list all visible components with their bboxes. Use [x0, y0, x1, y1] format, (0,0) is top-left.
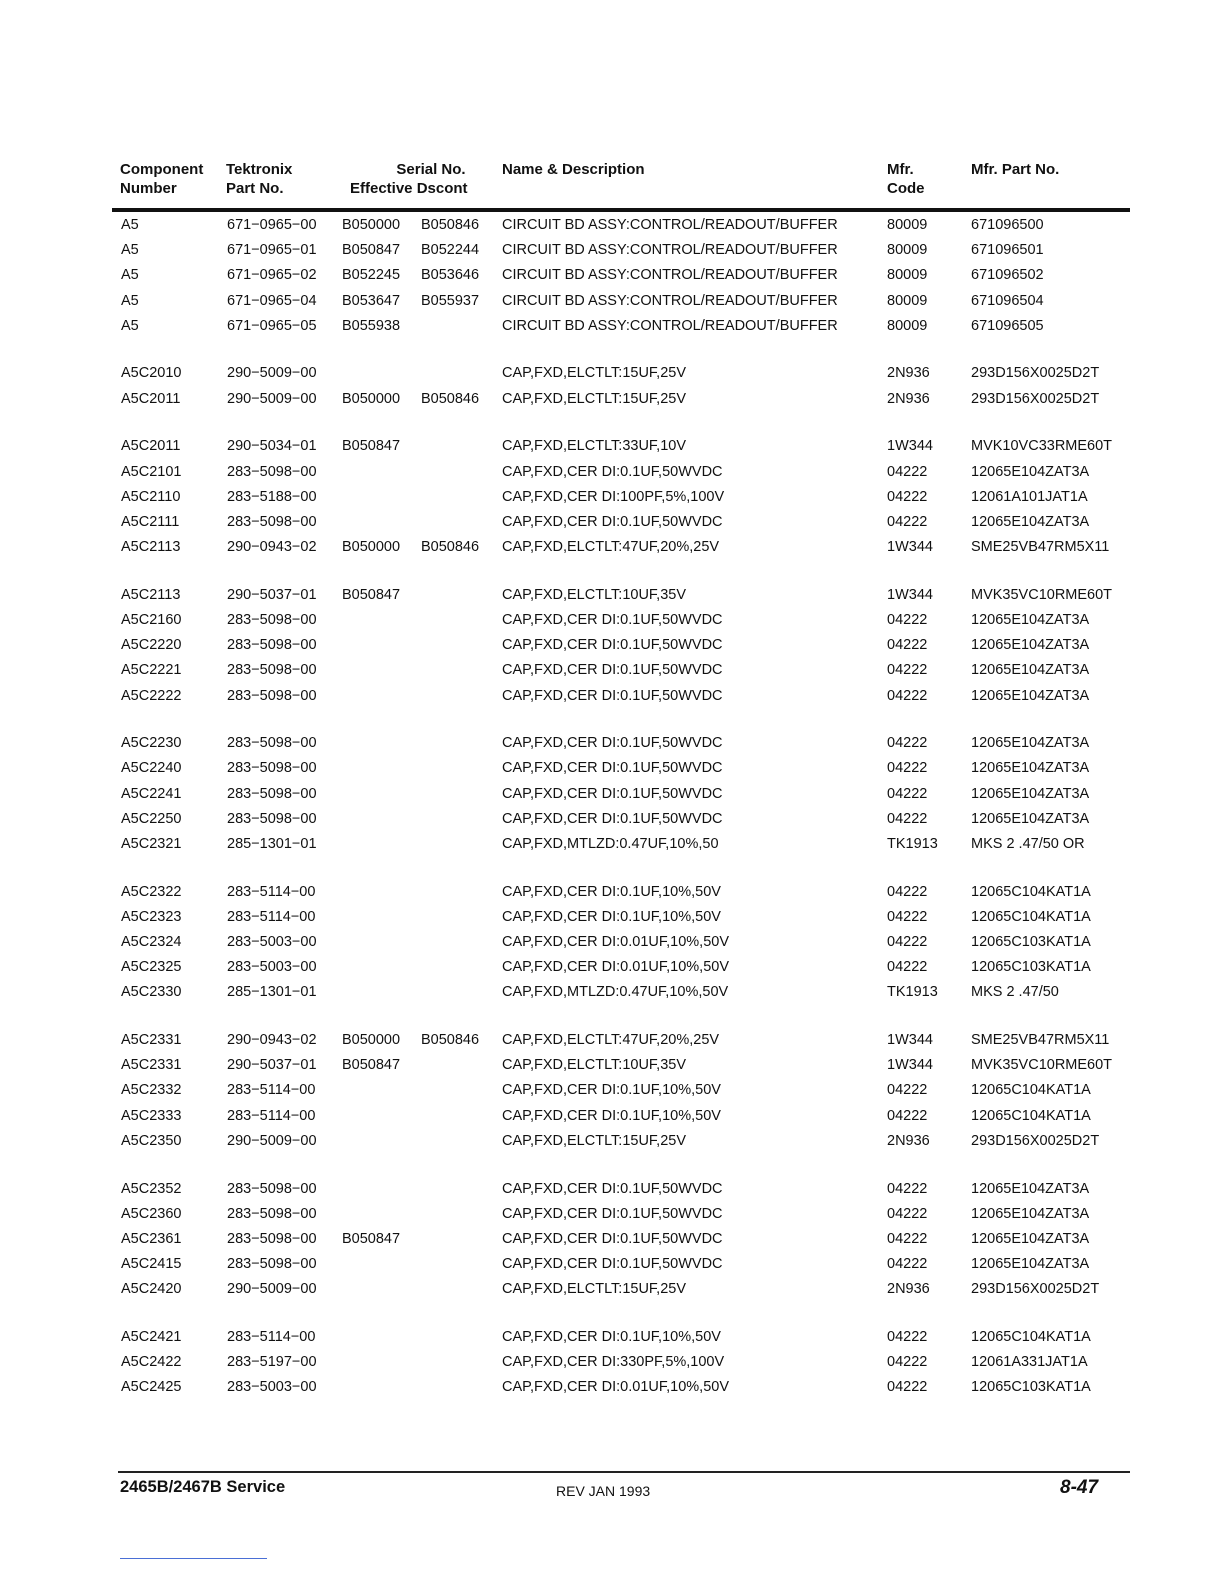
table-row	[0, 535, 1224, 560]
name-description: CAP,FXD,CER DI:0.1UF,50WVDC	[502, 637, 723, 654]
serial-dscont: B050846	[421, 217, 480, 233]
tektronix-part-no: 671−0965−00	[227, 217, 317, 233]
serial-effective: B050000	[342, 539, 401, 556]
component-number: A5C2222	[121, 687, 182, 704]
name-description: CAP,FXD,CER DI:0.1UF,50WVDC	[502, 810, 723, 827]
mfr-code: 04222	[887, 760, 928, 777]
tektronix-part-no: 283−5003−00	[227, 1379, 317, 1396]
table-row	[0, 213, 1224, 238]
component-number: A5C2113	[121, 539, 181, 556]
component-number: A5C2330	[121, 984, 182, 1001]
header-name-description: Name & Description	[502, 161, 645, 178]
mfr-part-no: SME25VB47RM5X11	[971, 539, 1110, 556]
serial-effective: B050847	[342, 1230, 401, 1247]
mfr-code: 2N936	[887, 365, 930, 382]
tektronix-part-no: 671−0965−02	[227, 267, 317, 284]
table-row	[0, 1227, 1224, 1252]
table-row	[0, 361, 1224, 386]
mfr-part-no: 12065C103KAT1A	[971, 959, 1091, 976]
tektronix-part-no: 283−5098−00	[227, 463, 317, 480]
mfr-code: 1W344	[887, 1057, 933, 1074]
mfr-code: 04222	[887, 1082, 928, 1099]
mfr-code: 04222	[887, 1230, 928, 1247]
name-description: CAP,FXD,CER DI:0.1UF,10%,50V	[502, 908, 721, 925]
tektronix-part-no: 283−5114−00	[227, 1328, 316, 1345]
mfr-part-no: 12065E104ZAT3A	[971, 760, 1090, 777]
name-description: CAP,FXD,CER DI:0.1UF,50WVDC	[502, 1205, 723, 1222]
name-description: CAP,FXD,CER DI:0.01UF,10%,50V	[502, 934, 729, 950]
mfr-part-no: 12065E104ZAT3A	[971, 662, 1090, 679]
serial-effective: B050847	[342, 242, 401, 259]
mfr-part-no: 671096502	[971, 267, 1044, 284]
header-dscont: Dscont	[416, 180, 468, 197]
mfr-part-no: 671096501	[971, 242, 1044, 259]
table-row	[0, 510, 1224, 535]
mfr-code: 2N936	[887, 1132, 930, 1149]
name-description: CIRCUIT BD ASSY:CONTROL/READOUT/BUFFER	[502, 242, 838, 259]
name-description: CAP,FXD,CER DI:0.1UF,50WVDC	[502, 1230, 723, 1247]
name-description: CAP,FXD,ELCTLT:33UF,10V	[502, 438, 687, 455]
serial-effective: B050847	[342, 586, 401, 603]
tektronix-part-no: 283−5098−00	[227, 637, 317, 654]
table-row	[0, 832, 1224, 857]
component-number: A5C2321	[121, 835, 182, 852]
mfr-part-no: MKS 2 .47/50	[971, 984, 1059, 1001]
mfr-code: 04222	[887, 1256, 928, 1273]
mfr-code: TK1913	[887, 984, 938, 1001]
tektronix-part-no: 671−0965−05	[227, 317, 317, 334]
serial-dscont: B050846	[421, 539, 480, 556]
mfr-code: 04222	[887, 687, 928, 704]
table-row	[0, 955, 1224, 980]
mfr-part-no: 293D156X0025D2T	[971, 1132, 1100, 1149]
tektronix-part-no: 283−5188−00	[227, 488, 317, 505]
serial-dscont: B055937	[421, 292, 480, 309]
mfr-code: 04222	[887, 1379, 928, 1396]
name-description: CAP,FXD,CER DI:0.1UF,50WVDC	[502, 1180, 723, 1197]
serial-effective: B050847	[342, 1057, 401, 1074]
tektronix-part-no: 290−5009−00	[227, 1132, 317, 1149]
header-rule	[112, 208, 1130, 212]
name-description: CAP,FXD,CER DI:0.1UF,50WVDC	[502, 760, 723, 777]
mfr-part-no: 12065E104ZAT3A	[971, 735, 1090, 752]
footer-manual-title: 2465B/2467B Service	[120, 1478, 286, 1496]
tektronix-part-no: 283−5197−00	[227, 1354, 317, 1371]
component-number: A5C2324	[121, 934, 182, 950]
mfr-part-no: 12065C104KAT1A	[971, 1328, 1091, 1345]
mfr-code: 04222	[887, 810, 928, 827]
tektronix-part-no: 283−5003−00	[227, 959, 317, 976]
component-number: A5C2240	[121, 760, 182, 777]
table-row	[0, 1375, 1224, 1400]
mfr-part-no: 12065E104ZAT3A	[971, 1230, 1090, 1247]
tektronix-part-no: 283−5098−00	[227, 687, 317, 704]
mfr-code: 04222	[887, 662, 928, 679]
tektronix-part-no: 283−5098−00	[227, 735, 317, 752]
tektronix-part-no: 285−1301−01	[227, 835, 317, 852]
table-row	[0, 880, 1224, 905]
name-description: CAP,FXD,CER DI:0.1UF,50WVDC	[502, 463, 723, 480]
component-number: A5C2111	[121, 513, 180, 530]
component-number: A5C2160	[121, 611, 182, 628]
name-description: CAP,FXD,CER DI:0.1UF,50WVDC	[502, 611, 723, 628]
header-serial-no: Serial No. Effective Dscont	[350, 161, 468, 197]
component-number: A5C2323	[121, 908, 182, 925]
component-number: A5C2101	[121, 463, 182, 480]
name-description: CIRCUIT BD ASSY:CONTROL/READOUT/BUFFER	[502, 317, 838, 334]
table-row	[0, 608, 1224, 633]
table-row	[0, 1078, 1224, 1103]
table-row	[0, 485, 1224, 510]
component-number: A5C2360	[121, 1205, 182, 1222]
table-row	[0, 460, 1224, 485]
name-description: CAP,FXD,CER DI:0.1UF,10%,50V	[502, 1107, 721, 1124]
table-row	[0, 387, 1224, 412]
footer-rule	[118, 1471, 1130, 1473]
name-description: CAP,FXD,ELCTLT:15UF,25V	[502, 1132, 687, 1149]
table-row	[0, 289, 1224, 314]
serial-dscont: B053646	[421, 267, 480, 284]
component-number: A5	[121, 292, 139, 309]
mfr-part-no: 12065C104KAT1A	[971, 1107, 1091, 1124]
name-description: CAP,FXD,CER DI:0.1UF,10%,50V	[502, 1082, 721, 1099]
mfr-part-no: 293D156X0025D2T	[971, 365, 1100, 382]
mfr-part-no: 12065C104KAT1A	[971, 908, 1091, 925]
mfr-code: 80009	[887, 267, 928, 284]
tektronix-part-no: 290−5037−01	[227, 1057, 317, 1074]
tektronix-part-no: 290−5009−00	[227, 1281, 317, 1298]
tektronix-part-no: 283−5114−00	[227, 1107, 316, 1124]
serial-effective: B050000	[342, 390, 401, 407]
parts-table-body	[0, 213, 1224, 1401]
mfr-part-no: 12065E104ZAT3A	[971, 1256, 1090, 1273]
mfr-code: 04222	[887, 463, 928, 480]
mfr-part-no: 12065E104ZAT3A	[971, 1205, 1090, 1222]
mfr-code: 2N936	[887, 1281, 930, 1298]
mfr-code: 04222	[887, 611, 928, 628]
table-row	[0, 633, 1224, 658]
tektronix-part-no: 290−5009−00	[227, 365, 317, 382]
component-number: A5C2332	[121, 1082, 182, 1099]
table-row	[0, 1177, 1224, 1202]
name-description: CAP,FXD,ELCTLT:15UF,25V	[502, 365, 687, 382]
table-row	[0, 434, 1224, 459]
component-number: A5C2331	[121, 1032, 182, 1049]
name-description: CAP,FXD,ELCTLT:10UF,35V	[502, 586, 687, 603]
table-row	[0, 756, 1224, 781]
name-description: CAP,FXD,MTLZD:0.47UF,10%,50V	[502, 984, 729, 1001]
tektronix-part-no: 290−5009−00	[227, 390, 317, 407]
mfr-part-no: 671096504	[971, 292, 1044, 309]
table-row	[0, 930, 1224, 955]
mfr-part-no: 12065E104ZAT3A	[971, 611, 1090, 628]
mfr-code: 04222	[887, 1205, 928, 1222]
tektronix-part-no: 283−5098−00	[227, 760, 317, 777]
mfr-code: 04222	[887, 883, 928, 900]
name-description: CAP,FXD,CER DI:0.1UF,50WVDC	[502, 513, 723, 530]
mfr-code: 04222	[887, 1354, 928, 1371]
component-number: A5C2113	[121, 586, 181, 603]
tektronix-part-no: 283−5098−00	[227, 1230, 317, 1247]
table-row	[0, 1252, 1224, 1277]
table-row	[0, 1129, 1224, 1154]
tektronix-part-no: 290−5034−01	[227, 438, 317, 455]
header-mfr-code: Mfr. Code	[887, 161, 925, 197]
component-number: A5C2361	[121, 1230, 182, 1247]
mfr-code: 04222	[887, 1328, 928, 1345]
component-number: A5C2011	[121, 438, 181, 455]
header-effective: Effective	[350, 180, 413, 197]
tektronix-part-no: 283−5114−00	[227, 908, 316, 925]
table-row	[0, 731, 1224, 756]
mfr-code: 1W344	[887, 1032, 933, 1049]
mfr-part-no: 12065E104ZAT3A	[971, 463, 1090, 480]
table-row	[0, 1053, 1224, 1078]
mfr-part-no: 12065C103KAT1A	[971, 934, 1091, 950]
table-row	[0, 807, 1224, 832]
tektronix-part-no: 290−0943−02	[227, 1032, 317, 1049]
mfr-part-no: MVK10VC33RME60T	[971, 438, 1113, 455]
tektronix-part-no: 283−5098−00	[227, 810, 317, 827]
mfr-part-no: 12065E104ZAT3A	[971, 1180, 1090, 1197]
tektronix-part-no: 671−0965−04	[227, 292, 317, 309]
table-row	[0, 583, 1224, 608]
mfr-part-no: 12061A331JAT1A	[971, 1354, 1088, 1371]
name-description: CAP,FXD,CER DI:100PF,5%,100V	[502, 488, 725, 505]
header-component-number: Component Number	[120, 161, 204, 197]
component-number: A5C2422	[121, 1354, 182, 1371]
name-description: CAP,FXD,CER DI:0.1UF,10%,50V	[502, 883, 721, 900]
tektronix-part-no: 283−5114−00	[227, 883, 316, 900]
mfr-part-no: MKS 2 .47/50 OR	[971, 835, 1085, 852]
component-number: A5C2220	[121, 637, 182, 654]
component-number: A5C2322	[121, 883, 182, 900]
component-number: A5C2421	[121, 1328, 182, 1345]
name-description: CAP,FXD,ELCTLT:15UF,25V	[502, 390, 687, 407]
name-description: CAP,FXD,ELCTLT:10UF,35V	[502, 1057, 687, 1074]
table-header	[120, 160, 1130, 204]
mfr-part-no: 12065E104ZAT3A	[971, 785, 1090, 802]
component-number: A5C2325	[121, 959, 182, 976]
header-mfr-part-no: Mfr. Part No.	[971, 161, 1060, 178]
component-number: A5C2250	[121, 810, 182, 827]
tektronix-part-no: 290−0943−02	[227, 539, 317, 556]
serial-effective: B052245	[342, 267, 401, 284]
serial-effective: B053647	[342, 292, 401, 309]
name-description: CAP,FXD,CER DI:330PF,5%,100V	[502, 1354, 725, 1371]
component-number: A5C2230	[121, 735, 182, 752]
mfr-part-no: MVK35VC10RME60T	[971, 586, 1113, 603]
table-row	[0, 1277, 1224, 1302]
name-description: CIRCUIT BD ASSY:CONTROL/READOUT/BUFFER	[502, 217, 838, 233]
component-number: A5C2420	[121, 1281, 182, 1298]
mfr-code: 04222	[887, 513, 928, 530]
mfr-code: 04222	[887, 908, 928, 925]
mfr-code: 04222	[887, 1107, 928, 1124]
mfr-part-no: 12065E104ZAT3A	[971, 687, 1090, 704]
mfr-code: 1W344	[887, 586, 933, 603]
component-number: A5	[121, 242, 139, 259]
component-number: A5C2011	[121, 390, 181, 407]
mfr-part-no: 671096505	[971, 317, 1044, 334]
serial-dscont: B052244	[421, 242, 480, 259]
name-description: CAP,FXD,ELCTLT:47UF,20%,25V	[502, 1032, 720, 1049]
name-description: CAP,FXD,ELCTLT:15UF,25V	[502, 1281, 687, 1298]
mfr-code: 80009	[887, 292, 928, 309]
component-number: A5C2350	[121, 1132, 182, 1149]
name-description: CAP,FXD,CER DI:0.1UF,50WVDC	[502, 735, 723, 752]
mfr-part-no: 12065E104ZAT3A	[971, 810, 1090, 827]
name-description: CIRCUIT BD ASSY:CONTROL/READOUT/BUFFER	[502, 292, 838, 309]
tektronix-part-no: 283−5098−00	[227, 513, 317, 530]
mfr-part-no: MVK35VC10RME60T	[971, 1057, 1113, 1074]
table-row	[0, 1202, 1224, 1227]
tektronix-part-no: 671−0965−01	[227, 242, 317, 259]
table-row	[0, 238, 1224, 263]
name-description: CAP,FXD,ELCTLT:47UF,20%,25V	[502, 539, 720, 556]
serial-dscont: B050846	[421, 1032, 480, 1049]
component-number: A5C2110	[121, 488, 181, 505]
component-number: A5	[121, 217, 139, 233]
table-row	[0, 314, 1224, 339]
table-row	[0, 263, 1224, 288]
name-description: CAP,FXD,MTLZD:0.47UF,10%,50	[502, 835, 719, 852]
serial-effective: B050847	[342, 438, 401, 455]
mfr-code: 80009	[887, 217, 928, 233]
table-row	[0, 905, 1224, 930]
header-tektronix-part: Tektronix Part No.	[226, 161, 293, 197]
mfr-code: 04222	[887, 735, 928, 752]
name-description: CAP,FXD,CER DI:0.1UF,50WVDC	[502, 687, 723, 704]
table-row	[0, 658, 1224, 683]
table-row	[0, 1028, 1224, 1053]
table-row	[0, 980, 1224, 1005]
mfr-code: 80009	[887, 317, 928, 334]
mfr-part-no: 293D156X0025D2T	[971, 390, 1100, 407]
mfr-part-no: 293D156X0025D2T	[971, 1281, 1100, 1298]
table-row	[0, 782, 1224, 807]
tektronix-part-no: 283−5098−00	[227, 1180, 317, 1197]
mfr-part-no: 12065E104ZAT3A	[971, 513, 1090, 530]
table-row	[0, 1104, 1224, 1129]
mfr-part-no: 671096500	[971, 217, 1044, 233]
name-description: CAP,FXD,CER DI:0.1UF,10%,50V	[502, 1328, 721, 1345]
link-underline	[120, 1558, 267, 1559]
tektronix-part-no: 283−5098−00	[227, 611, 317, 628]
name-description: CAP,FXD,CER DI:0.1UF,50WVDC	[502, 662, 723, 679]
component-number: A5C2241	[121, 785, 182, 802]
serial-effective: B050000	[342, 217, 401, 233]
name-description: CIRCUIT BD ASSY:CONTROL/READOUT/BUFFER	[502, 267, 838, 284]
mfr-code: 1W344	[887, 438, 933, 455]
mfr-part-no: 12065C104KAT1A	[971, 1082, 1091, 1099]
name-description: CAP,FXD,CER DI:0.1UF,50WVDC	[502, 785, 723, 802]
serial-effective: B055938	[342, 317, 401, 334]
mfr-code: 04222	[887, 488, 928, 505]
mfr-part-no: 12065C104KAT1A	[971, 883, 1091, 900]
component-number: A5C2010	[121, 365, 182, 382]
component-number: A5C2333	[121, 1107, 182, 1124]
mfr-part-no: 12061A101JAT1A	[971, 488, 1088, 505]
mfr-code: 04222	[887, 1180, 928, 1197]
tektronix-part-no: 283−5098−00	[227, 785, 317, 802]
footer-revision: REV JAN 1993	[556, 1483, 651, 1499]
tektronix-part-no: 283−5003−00	[227, 934, 317, 950]
serial-effective: B050000	[342, 1032, 401, 1049]
name-description: CAP,FXD,CER DI:0.1UF,50WVDC	[502, 1256, 723, 1273]
component-number: A5C2331	[121, 1057, 182, 1074]
tektronix-part-no: 283−5098−00	[227, 1256, 317, 1273]
table-row	[0, 1350, 1224, 1375]
component-number: A5	[121, 267, 139, 284]
mfr-part-no: 12065E104ZAT3A	[971, 637, 1090, 654]
mfr-code: 04222	[887, 785, 928, 802]
mfr-code: 80009	[887, 242, 928, 259]
mfr-part-no: SME25VB47RM5X11	[971, 1032, 1110, 1049]
mfr-code: 04222	[887, 959, 928, 976]
tektronix-part-no: 283−5098−00	[227, 662, 317, 679]
name-description: CAP,FXD,CER DI:0.01UF,10%,50V	[502, 1379, 729, 1396]
mfr-code: 2N936	[887, 390, 930, 407]
mfr-code: TK1913	[887, 835, 938, 852]
name-description: CAP,FXD,CER DI:0.01UF,10%,50V	[502, 959, 729, 976]
serial-dscont: B050846	[421, 390, 480, 407]
tektronix-part-no: 285−1301−01	[227, 984, 317, 1001]
tektronix-part-no: 283−5098−00	[227, 1205, 317, 1222]
footer-page-number: 8-47	[1060, 1477, 1099, 1498]
mfr-code: 1W344	[887, 539, 933, 556]
component-number: A5C2352	[121, 1180, 182, 1197]
mfr-code: 04222	[887, 637, 928, 654]
mfr-part-no: 12065C103KAT1A	[971, 1379, 1091, 1396]
table-row	[0, 684, 1224, 709]
component-number: A5	[121, 317, 139, 334]
component-number: A5C2221	[121, 662, 182, 679]
tektronix-part-no: 283−5114−00	[227, 1082, 316, 1099]
component-number: A5C2415	[121, 1256, 182, 1273]
tektronix-part-no: 290−5037−01	[227, 586, 317, 603]
component-number: A5C2425	[121, 1379, 182, 1396]
mfr-code: 04222	[887, 934, 928, 950]
table-row	[0, 1325, 1224, 1350]
